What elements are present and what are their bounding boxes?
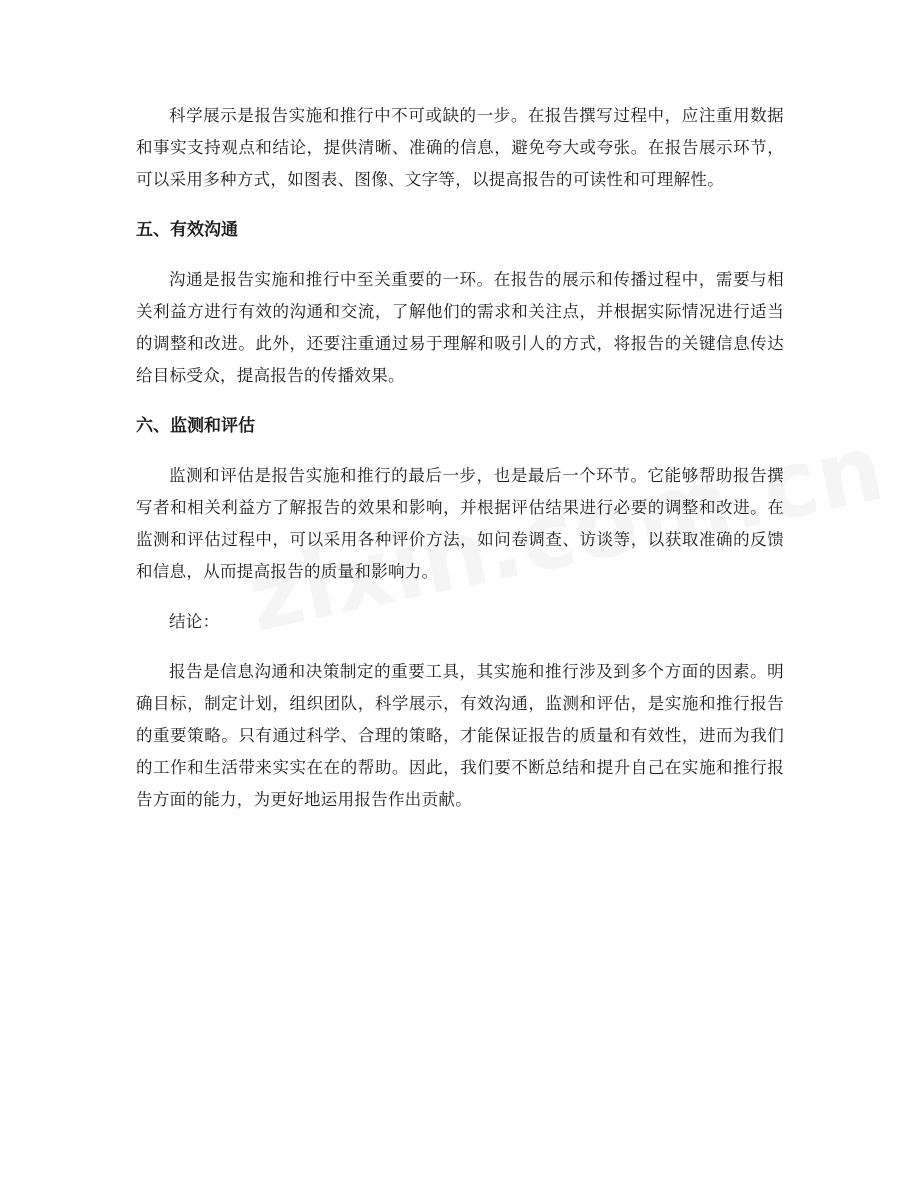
conclusion-label: 结论： [169,612,220,631]
paragraph-effective-communication: 沟通是报告实施和推行中至关重要的一环。在报告的展示和传播过程中，需要与相关利益方进行有效的沟通和交流，了解他们的需求和关注点，并根据实际情况进行适当的调整和改进。此外，还要注重通过易于理解和吸引人的方式，将报告的关键信息传达给目标受众，提高报告的传播效果。 [136,270,784,385]
section-heading-monitoring-evaluation: 六、监测和评估 [136,416,255,436]
document-body [136,100,784,816]
paragraph-conclusion: 报告是信息沟通和决策制定的重要工具，其实施和推行涉及到多个方面的因素。明确目标，制定计划，组织团队，科学展示，有效沟通，监测和评估，是实施和推行报告的重要策略。只有通过科学、合理的策略，才能保证报告的质量和有效性，进而为我们的工作和生活带来实实在在的帮助。因此，我们要不断总结和提升自己在实施和推行报告方面的能力，为更好地运用报告作出贡献。 [136,662,784,809]
paragraph-science-display: 科学展示是报告实施和推行中不可或缺的一步。在报告撰写过程中，应注重用数据和事实支持观点和结论，提供清晰、准确的信息，避免夸大或夸张。在报告展示环节，可以采用多种方式，如图表、图像、文字等，以提高报告的可读性和可理解性。 [136,106,784,189]
section-heading-effective-communication: 五、有效沟通 [136,220,238,240]
paragraph-monitoring-evaluation: 监测和评估是报告实施和推行的最后一步，也是最后一个环节。它能够帮助报告撰写者和相关利益方了解报告的效果和影响，并根据评估结果进行必要的调整和改进。在监测和评估过程中，可以采用各种评价方法，如问卷调查、访谈等，以获取准确的反馈和信息，从而提高报告的质量和影响力。 [136,466,784,581]
